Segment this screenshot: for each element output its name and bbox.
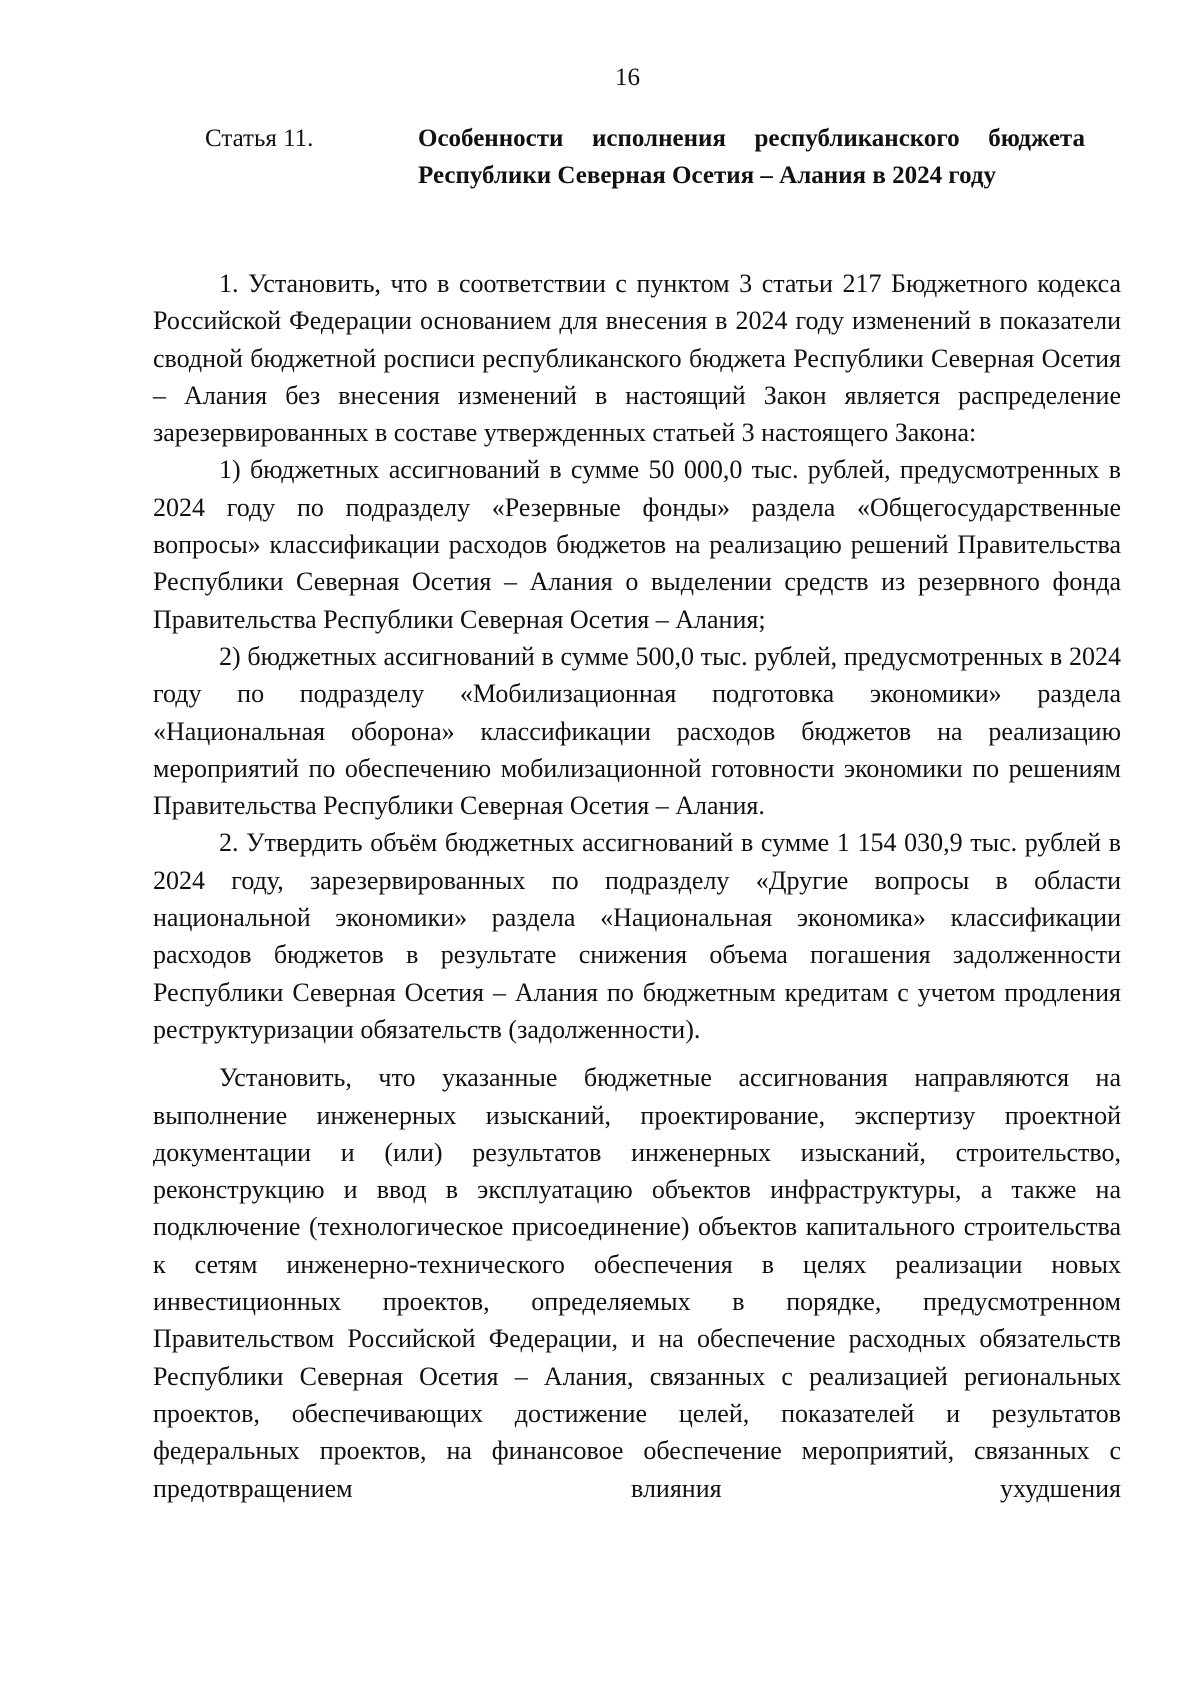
article-label: Статья 11.: [205, 125, 314, 152]
paragraph-clause-2: 2. Утвердить объём бюджетных ассигнований в сумме 1 154 030,9 тыс. рублей в 2024 году, зарезервированных по подразделу «Другие вопросы в области национальной экономики» раздела «Национальная экономика» классификации расходов бюджетов в результате снижения объема погашения задолженности Республики Северная Осетия – Алания по бюджетным кредитам с учетом продления реструктуризации обязательств (задолженности).: [153, 828, 1121, 1044]
paragraph-establish: Установить, что указанные бюджетные ассигнования направляются на выполнение инженерных изысканий, проектирование, экспертизу проектной документации и (или) результатов инженерных изысканий, строительство, реконструкцию и ввод в эксплуатацию объектов инфраструктуры, а также на подключение (технологическое присоединение) объектов капитального строительства к сетям инженерно-технического обеспечения в целях реализации новых инвестиционных проектов, определяемых в порядке, предусмотренном Правительством Российской Федерации, и на обеспечение расходных обязательств Республики Северная Осетия – Алания, связанных с реализацией региональных проектов, обеспечивающих достижение целей, показателей и результатов федеральных проектов, на финансовое обеспечение мероприятий, связанных с предотвращением влияния ухудшения: [153, 1063, 1121, 1503]
page-number: 16: [615, 64, 640, 91]
document-body: [153, 265, 1121, 1507]
paragraph-subclause-1: 1) бюджетных ассигнований в сумме 50 000,0 тыс. рублей, предусмотренных в 2024 году по подразделу «Резервные фонды» раздела «Общегосударственные вопросы» классификации расходов бюджетов на реализацию решений Правительства Республики Северная Осетия – Алания о выделении средств из резервного фонда Правительства Республики Северная Осетия – Алания;: [153, 455, 1121, 634]
paragraph-subclause-2: 2) бюджетных ассигнований в сумме 500,0 тыс. рублей, предусмотренных в 2024 году по подразделу «Мобилизационная подготовка экономики» раздела «Национальная оборона» классификации расходов бюджетов на реализацию мероприятий по обеспечению мобилизационной готовности экономики по решениям Правительства Республики Северная Осетия – Алания.: [153, 641, 1121, 821]
article-title: Особенности исполнения республиканского бюджета Республики Северная Осетия – Алания в 2024 году: [418, 125, 1085, 189]
paragraph-clause-1: 1. Установить, что в соответствии с пунктом 3 статьи 217 Бюджетного кодекса Российской Федерации основанием для внесения в 2024 году изменений в показатели сводной бюджетной росписи республиканского бюджета Республики Северная Осетия – Алания без внесения изменений в настоящий Закон является распределение зарезервированных в составе утвержденных статьей 3 настоящего Закона:: [153, 269, 1121, 448]
